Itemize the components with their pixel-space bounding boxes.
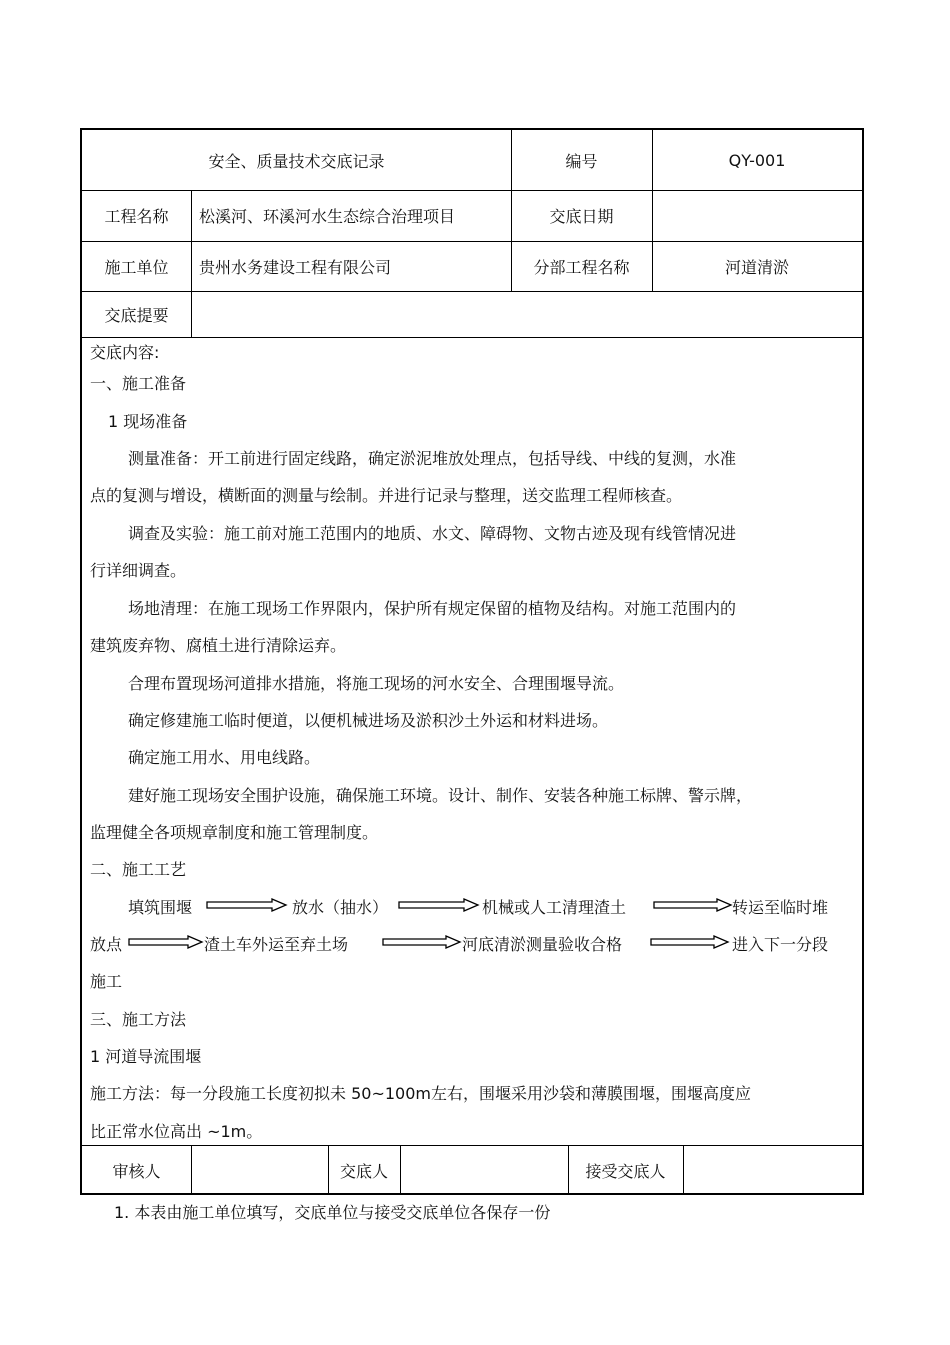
disclosure-record-table bbox=[80, 128, 864, 1195]
disclosure-date-label: 交底日期 bbox=[549, 207, 614, 226]
flow-step-4-cont: 放点 bbox=[90, 935, 123, 954]
flow-arrow-icon bbox=[398, 898, 480, 912]
paragraph-method-2: 比正常水位高出 ~1m。 bbox=[90, 1122, 263, 1141]
discloser-label: 交底人 bbox=[339, 1161, 388, 1181]
flow-step-5: 渣土车外运至弃土场 bbox=[204, 935, 349, 954]
flow-step-1: 填筑围堰 bbox=[128, 898, 193, 917]
discloser-value bbox=[400, 1145, 568, 1195]
flow-arrow-icon bbox=[206, 898, 288, 912]
flow-arrow-icon bbox=[382, 935, 462, 949]
section-method-heading: 三、施工方法 bbox=[90, 1010, 187, 1029]
section-process-heading: 二、施工工艺 bbox=[90, 860, 187, 879]
summary-value bbox=[191, 291, 870, 337]
paragraph-method-1: 施工方法：每一分段施工长度初拟未 50~100m左右，围堰采用沙袋和薄膜围堰，围堰高度应 bbox=[90, 1084, 751, 1103]
paragraph-drainage: 合理布置现场河道排水措施，将施工现场的河水安全、合理围堰导流。 bbox=[128, 674, 625, 693]
subsection-site-prep: 1 现场准备 bbox=[108, 412, 188, 431]
flow-step-7: 进入下一分段 bbox=[732, 935, 829, 954]
flow-step-3: 机械或人工清理渣土 bbox=[482, 898, 627, 917]
paragraph-utilities: 确定施工用水、用电线路。 bbox=[128, 748, 321, 767]
code-value: QY-001 bbox=[728, 150, 786, 170]
paragraph-survey-1: 测量准备：开工前进行固定线路，确定淤泥堆放处理点，包括导线、中线的复测，水准 bbox=[128, 449, 737, 468]
flow-arrow-icon bbox=[650, 935, 730, 949]
flow-arrow-icon bbox=[128, 935, 204, 949]
paragraph-temp-road: 确定修建施工临时便道，以便机械进场及淤积沙土外运和材料进场。 bbox=[128, 711, 609, 730]
sub-project-value: 河道清淤 bbox=[724, 257, 789, 277]
disclosure-date-value bbox=[652, 190, 862, 241]
project-name-value: 松溪河、环溪河水生态综合治理项目 bbox=[199, 207, 456, 226]
flow-step-4: 转运至临时堆 bbox=[732, 898, 829, 917]
paragraph-safety-2: 监理健全各项规章制度和施工管理制度。 bbox=[90, 823, 379, 842]
flow-step-2: 放水（抽水） bbox=[292, 898, 389, 917]
paragraph-clearing-2: 建筑废弃物、腐植土进行清除运弃。 bbox=[90, 636, 347, 655]
receiver-label: 接受交底人 bbox=[585, 1161, 666, 1181]
record-title: 安全、质量技术交底记录 bbox=[208, 151, 385, 171]
project-name-label: 工程名称 bbox=[104, 207, 169, 226]
paragraph-investigation-1: 调查及实验：施工前对施工范围内的地质、水文、障碍物、文物古迹及现有线管情况进 bbox=[128, 524, 737, 543]
row-divider bbox=[82, 337, 862, 338]
construction-unit-label: 施工单位 bbox=[104, 257, 169, 277]
flow-step-7-cont: 施工 bbox=[90, 972, 123, 991]
summary-label: 交底提要 bbox=[104, 305, 169, 325]
receiver-value bbox=[683, 1145, 862, 1195]
content-heading: 交底内容: bbox=[90, 343, 160, 362]
code-label: 编号 bbox=[565, 151, 598, 171]
paragraph-clearing-1: 场地清理：在施工现场工作界限内，保护所有规定保留的植物及结构。对施工范围内的 bbox=[128, 599, 737, 618]
subsection-cofferdam: 1 河道导流围堰 bbox=[90, 1047, 202, 1066]
paragraph-survey-2: 点的复测与增设，横断面的测量与绘制。并进行记录与整理，送交监理工程师核查。 bbox=[90, 486, 683, 505]
reviewer-value bbox=[191, 1145, 328, 1195]
reviewer-label: 审核人 bbox=[112, 1161, 161, 1181]
flow-step-6: 河底清淤测量验收合格 bbox=[462, 935, 623, 954]
sub-project-label: 分部工程名称 bbox=[533, 257, 630, 277]
paragraph-safety-1: 建好施工现场安全围护设施，确保施工环境。设计、制作、安装各种施工标牌、警示牌， bbox=[128, 786, 753, 805]
section-prep-heading: 一、施工准备 bbox=[90, 374, 187, 393]
construction-unit-value: 贵州水务建设工程有限公司 bbox=[199, 257, 392, 277]
footnote: 1. 本表由施工单位填写，交底单位与接受交底单位各保存一份 bbox=[114, 1203, 551, 1222]
flow-arrow-icon bbox=[653, 898, 733, 912]
paragraph-investigation-2: 行详细调查。 bbox=[90, 561, 187, 580]
